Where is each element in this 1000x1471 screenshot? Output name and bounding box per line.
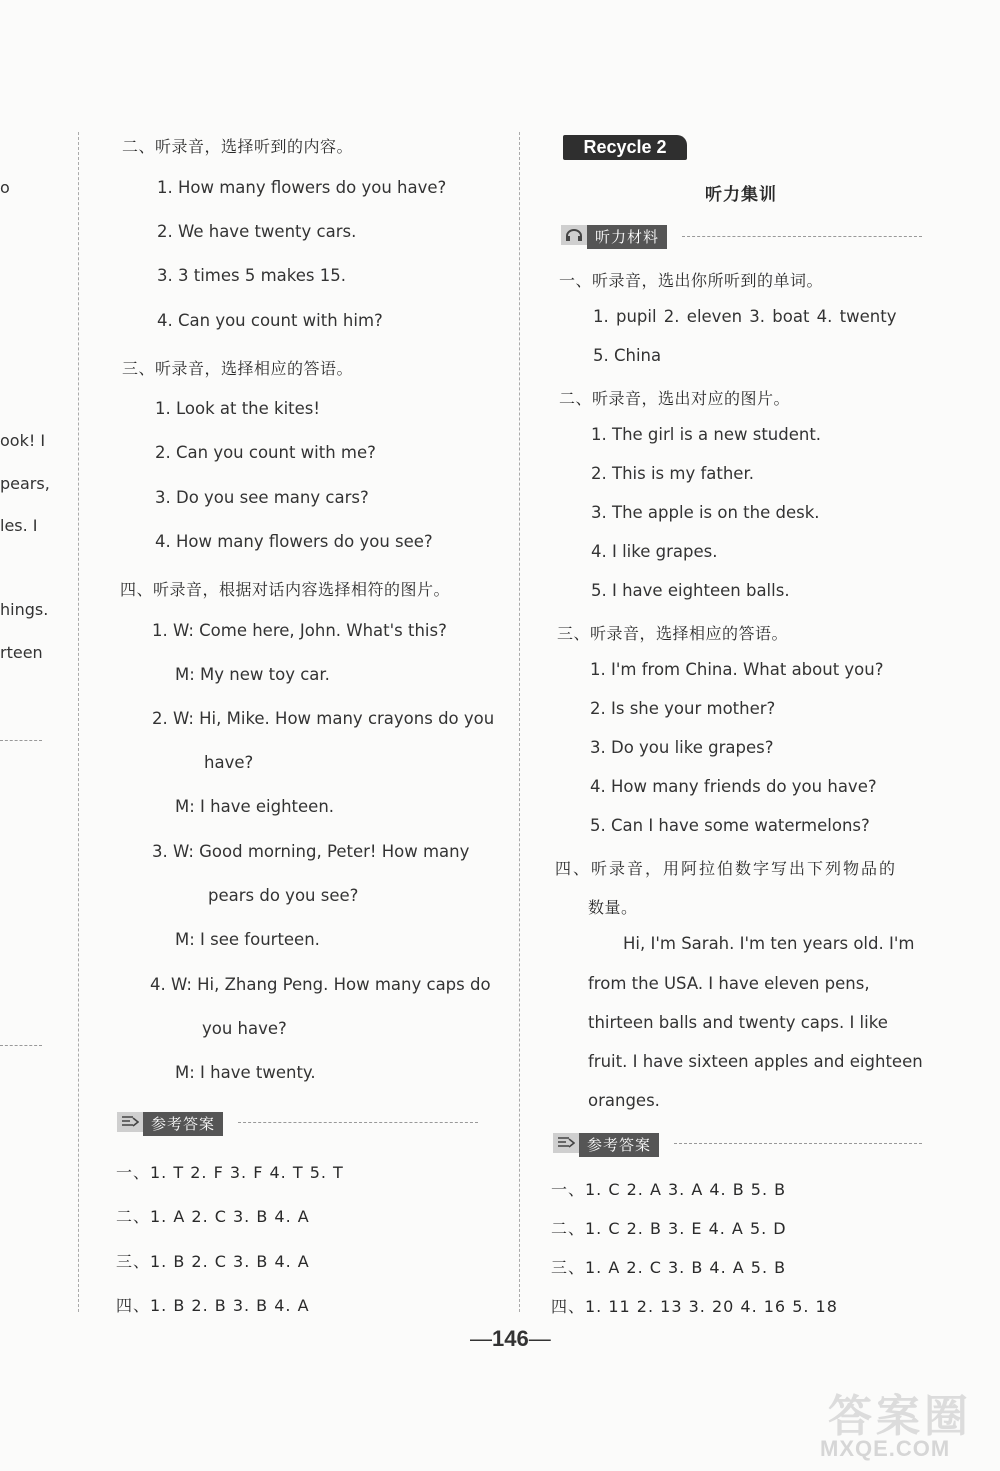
edge-fragment: rteen (0, 643, 43, 662)
divider (0, 1045, 42, 1046)
list-item: 2. This is my father. (591, 464, 754, 483)
dialog-line: 3. W: Good morning, Peter! How many (152, 842, 470, 861)
answer-key-label: 参考答案 (579, 1133, 659, 1157)
list-item: 5. I have eighteen balls. (591, 581, 790, 600)
list-item: 3. 3 times 5 makes 15. (157, 266, 346, 285)
dialog-line: M: I have eighteen. (175, 797, 335, 816)
answer-row: 三、1. B 2. C 3. B 4. A (116, 1252, 310, 1271)
list-item: 4. I like grapes. (591, 542, 718, 561)
column-divider (519, 132, 520, 1312)
answer-key-icon (117, 1112, 143, 1132)
edge-fragment: hings. (0, 600, 49, 619)
edge-fragment: ook! I (0, 431, 46, 450)
list-item: 4. Can you count with him? (157, 311, 383, 330)
watermark (820, 1380, 990, 1465)
dialog-line: 1. W: Come here, John. What's this? (152, 621, 447, 640)
divider (674, 1143, 922, 1144)
list-item: 2. Can you count with me? (155, 443, 376, 462)
list-item: 3. Do you see many cars? (155, 488, 369, 507)
section-heading-cont: 数量。 (588, 898, 638, 917)
list-item: 5. Can I have some watermelons? (590, 816, 870, 835)
list-item: 4. How many flowers do you see? (155, 532, 433, 551)
section-title: 听力集训 (705, 185, 777, 205)
dialog-line: M: I have twenty. (175, 1063, 316, 1082)
column-divider (78, 132, 79, 1312)
edge-fragment: les. I (0, 516, 38, 535)
dialog-line: M: My new toy car. (175, 665, 330, 684)
passage-line: oranges. (588, 1091, 660, 1110)
section-heading: 四、听录音，根据对话内容选择相符的图片。 (120, 580, 451, 599)
watermark-top: 答案圈 (828, 1391, 972, 1442)
section-heading: 三、听录音，选择相应的答语。 (122, 359, 354, 378)
list-item: 1. Look at the kites! (155, 399, 320, 418)
divider (0, 740, 42, 741)
answer-row: 二、1. A 2. C 3. B 4. A (116, 1207, 310, 1226)
answer-key-label: 参考答案 (143, 1112, 223, 1136)
page-number (470, 1326, 551, 1352)
section-heading: 三、听录音，选择相应的答语。 (557, 624, 789, 643)
passage-line: fruit. I have sixteen apples and eighteen (588, 1052, 923, 1071)
list-item: 4. How many friends do you have? (590, 777, 877, 796)
dash: — (470, 1326, 492, 1351)
answer-row: 一、1. T 2. F 3. F 4. T 5. T (116, 1163, 344, 1182)
headphones-icon (561, 225, 587, 245)
answer-row: 四、1. 11 2. 13 3. 20 4. 16 5. 18 (551, 1297, 838, 1316)
answer-row: 一、1. C 2. A 3. A 4. B 5. B (551, 1180, 787, 1199)
edge-fragment: o (0, 178, 10, 197)
passage-line: thirteen balls and twenty caps. I like (588, 1013, 888, 1032)
passage-line: Hi, I'm Sarah. I'm ten years old. I'm (623, 934, 915, 953)
list-item: 3. Do you like grapes? (590, 738, 774, 757)
dialog-line: you have? (202, 1019, 287, 1038)
dash: — (528, 1326, 551, 1351)
dialog-line: pears do you see? (208, 886, 359, 905)
section-heading: 一、听录音，选出你所听到的单词。 (559, 271, 824, 290)
list-item: 1. The girl is a new student. (591, 425, 822, 444)
list-item: 5. China (593, 346, 662, 365)
list-item: 1. pupil 2. eleven 3. boat 4. twenty (593, 307, 897, 326)
dialog-line: 4. W: Hi, Zhang Peng. How many caps do (150, 975, 491, 994)
divider (682, 236, 922, 237)
answer-key-icon (553, 1133, 579, 1153)
watermark-bottom: MXQE.COM (820, 1436, 951, 1461)
answer-row: 二、1. C 2. B 3. E 4. A 5. D (551, 1219, 787, 1238)
list-item: 2. Is she your mother? (590, 699, 776, 718)
answer-row: 三、1. A 2. C 3. B 4. A 5. B (551, 1258, 787, 1277)
list-item: 3. The apple is on the desk. (591, 503, 820, 522)
list-item: 1. How many flowers do you have? (157, 178, 447, 197)
section-heading: 四、听录音，用阿拉伯数字写出下列物品的 (555, 859, 898, 878)
listening-material-label: 听力材料 (587, 225, 667, 249)
section-heading: 二、听录音，选出对应的图片。 (559, 389, 791, 408)
list-item: 2. We have twenty cars. (157, 222, 357, 241)
answer-row: 四、1. B 2. B 3. B 4. A (116, 1296, 310, 1315)
dialog-line: M: I see fourteen. (175, 930, 320, 949)
passage-line: from the USA. I have eleven pens, (588, 974, 870, 993)
section-heading: 二、听录音，选择听到的内容。 (122, 137, 354, 156)
divider (238, 1122, 478, 1123)
list-item: 1. I'm from China. What about you? (590, 660, 884, 679)
edge-fragment: pears, (0, 474, 50, 493)
page-number-value: 146 (492, 1326, 529, 1351)
dialog-line: have? (204, 753, 254, 772)
dialog-line: 2. W: Hi, Mike. How many crayons do you (152, 709, 495, 728)
unit-badge: Recycle 2 (563, 135, 687, 160)
